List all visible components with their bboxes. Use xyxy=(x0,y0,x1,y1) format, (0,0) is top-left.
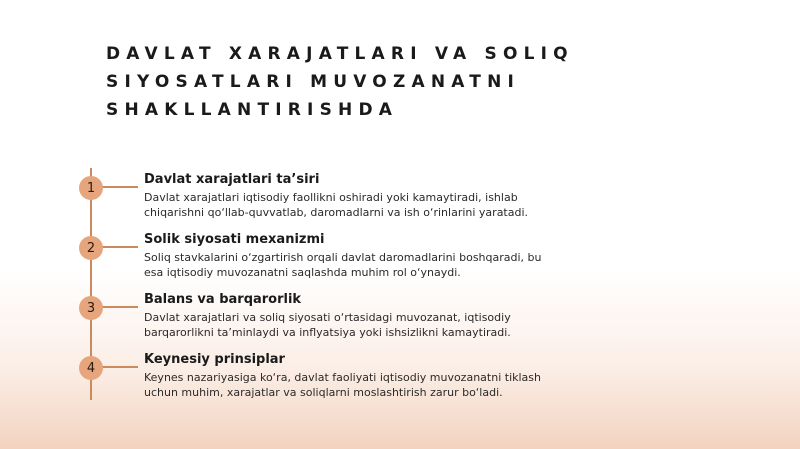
step-number-badge: 3 xyxy=(79,296,103,320)
item-title: Solik siyosati mexanizmi xyxy=(144,232,325,247)
timeline-item-1 xyxy=(0,169,800,225)
timeline-connector xyxy=(102,246,138,248)
slide-title: DAVLAT XARAJATLARI VA SOLIQ SIYOSATLARI MUVOZANATNI SHAKLLANTIRISHDA xyxy=(106,44,574,120)
step-number-badge: 2 xyxy=(79,236,103,260)
timeline-connector xyxy=(102,186,138,188)
item-title: Davlat xarajatlari ta’siri xyxy=(144,172,320,187)
timeline-connector xyxy=(102,366,138,368)
timeline-item-2 xyxy=(0,229,800,285)
step-number-badge: 4 xyxy=(79,356,103,380)
timeline-item-3 xyxy=(0,289,800,345)
item-title: Balans va barqarorlik xyxy=(144,292,302,307)
timeline-item-4 xyxy=(0,349,800,405)
item-description: Keynes nazariyasiga ko‘ra, davlat faoliyati iqtisodiy muvozanatni tiklash uchun muhim, xarajatlar va soliqlarni moslashtirish zarur bo‘ladi. xyxy=(144,371,541,399)
item-description: Davlat xarajatlari va soliq siyosati o‘rtasidagi muvozanat, iqtisodiy barqarorlikni ta’minlaydi va inflyatsiya yoki ishsizlikni kamaytiradi. xyxy=(144,311,511,339)
timeline-connector xyxy=(102,306,138,308)
item-title: Keynesiy prinsiplar xyxy=(144,352,285,367)
step-number-badge: 1 xyxy=(79,176,103,200)
item-description: Soliq stavkalarini o‘zgartirish orqali davlat daromadlarini boshqaradi, bu esa iqtisodiy muvozanatni saqlashda muhim rol o‘ynaydi. xyxy=(144,251,542,279)
item-description: Davlat xarajatlari iqtisodiy faollikni oshiradi yoki kamaytiradi, ishlab chiqarishni qo‘llab-quvvatlab, daromadlarni va ish o‘rinlarini yaratadi. xyxy=(144,191,529,219)
